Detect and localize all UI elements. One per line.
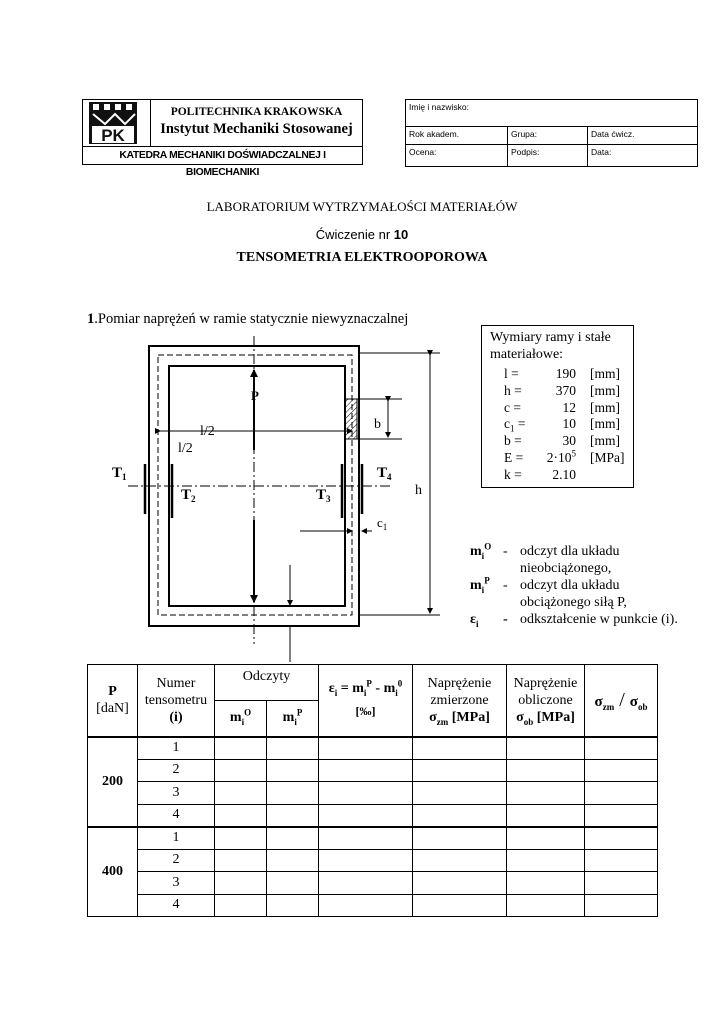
header-measured-stress: Naprężenie zmierzone $\sigma_{zm}$ [MPa] bbox=[413, 665, 507, 737]
strain-cell[interactable] bbox=[319, 872, 413, 895]
header-mp: $m_i^P$ bbox=[267, 701, 319, 737]
measured-stress-cell[interactable] bbox=[413, 872, 507, 895]
mp-cell[interactable] bbox=[267, 804, 319, 827]
section-number: 1 bbox=[87, 311, 95, 327]
measured-stress-cell[interactable] bbox=[413, 782, 507, 805]
label-P: P bbox=[251, 388, 259, 403]
table-header-row-1 bbox=[88, 665, 658, 701]
legend-mp-dash: - bbox=[503, 578, 508, 593]
calculated-stress-cell[interactable] bbox=[507, 894, 585, 917]
constant-unit: [mm] bbox=[590, 399, 620, 415]
table-row bbox=[88, 782, 658, 805]
constants-box bbox=[481, 325, 634, 488]
constant-symbol: E = bbox=[504, 450, 524, 465]
constants-heading-1: Wymiary ramy i stałe bbox=[490, 330, 611, 345]
table-row bbox=[88, 804, 658, 827]
ratio-cell[interactable] bbox=[585, 804, 658, 827]
strain-cell[interactable] bbox=[319, 759, 413, 782]
label-T4 bbox=[377, 465, 392, 482]
label-b: b bbox=[374, 417, 381, 432]
topic-title: TENSOMETRIA ELEKTROOPOROWA bbox=[236, 250, 488, 265]
mp-cell[interactable] bbox=[267, 737, 319, 760]
label-c1-main: c bbox=[377, 515, 383, 530]
legend-eps-symbol: $\varepsilon_i$ bbox=[470, 612, 479, 629]
constant-symbol: h = bbox=[504, 382, 522, 398]
header-load: P [daN] bbox=[88, 665, 138, 737]
label-T3-sub: 3 bbox=[326, 494, 331, 504]
calculated-stress-cell[interactable] bbox=[507, 759, 585, 782]
legend-mp-symbol: $m_i^P$ bbox=[470, 575, 490, 595]
constant-symbol: b = bbox=[504, 433, 522, 449]
mp-cell[interactable] bbox=[267, 782, 319, 805]
header-ratio: $\sigma_{zm} / \sigma_{ob}$ bbox=[585, 665, 658, 737]
legend-mp bbox=[470, 577, 710, 594]
legend-eps-dash: - bbox=[503, 612, 508, 627]
legend-eps bbox=[470, 611, 710, 628]
label-half-l-bottom: l/2 bbox=[178, 441, 193, 456]
ratio-cell[interactable] bbox=[585, 782, 658, 805]
strain-cell[interactable] bbox=[319, 782, 413, 805]
legend-mp-line2: obciążonego siłą P, bbox=[520, 595, 627, 610]
legend-m0-line2: nieobciążonego, bbox=[520, 561, 612, 576]
ratio-cell[interactable] bbox=[585, 872, 658, 895]
header-readings: Odczyty bbox=[215, 665, 319, 701]
academic-year-label: Rok akadem. bbox=[409, 129, 460, 139]
gauge-number-cell: 4 bbox=[138, 804, 215, 827]
gauge-number-cell: 3 bbox=[138, 872, 215, 895]
header-strain: $\varepsilon_i = m_i^P - m_i^0$ [‰] bbox=[319, 665, 413, 737]
gauge-number-cell: 3 bbox=[138, 782, 215, 805]
mp-cell[interactable] bbox=[267, 759, 319, 782]
strain-cell[interactable] bbox=[319, 827, 413, 850]
date-label: Data: bbox=[591, 147, 612, 157]
hatched-support bbox=[345, 399, 357, 439]
strain-cell[interactable] bbox=[319, 804, 413, 827]
label-h: h bbox=[415, 483, 422, 498]
constant-value: 370 bbox=[555, 382, 576, 398]
constant-value: 2.10 bbox=[552, 466, 576, 482]
gauge-number-cell: 1 bbox=[138, 737, 215, 760]
constant-unit: [mm] bbox=[590, 382, 620, 398]
label-half-l-top: l/2 bbox=[200, 424, 215, 439]
calculated-stress-cell[interactable] bbox=[507, 827, 585, 850]
constant-value: 190 bbox=[555, 366, 576, 381]
table-row bbox=[88, 737, 658, 760]
header-gauge-number: Numer tensometru (i) bbox=[138, 665, 215, 737]
constant-symbol: l = bbox=[504, 366, 519, 381]
label-T1 bbox=[112, 465, 127, 482]
mp-cell[interactable] bbox=[267, 827, 319, 850]
legend-m0-symbol: $m_i^O$ bbox=[470, 541, 492, 561]
constant-value: 12 bbox=[562, 399, 576, 415]
m0-cell[interactable] bbox=[215, 737, 267, 760]
calculated-stress-cell[interactable] bbox=[507, 849, 585, 872]
table-row bbox=[88, 849, 658, 872]
label-T1-sub: 1 bbox=[122, 472, 127, 482]
group-label: Grupa: bbox=[511, 129, 537, 139]
m0-cell[interactable] bbox=[215, 872, 267, 895]
m0-cell[interactable] bbox=[215, 827, 267, 850]
table-row bbox=[88, 827, 658, 850]
constant-symbol: c = bbox=[504, 399, 521, 415]
measured-stress-cell[interactable] bbox=[413, 759, 507, 782]
calculated-stress-cell[interactable] bbox=[507, 737, 585, 760]
exercise-label: Ćwiczenie nr bbox=[315, 227, 391, 242]
ratio-cell[interactable] bbox=[585, 827, 658, 850]
legend-m0-dash: - bbox=[503, 544, 508, 559]
constant-unit: [mm] bbox=[590, 416, 620, 432]
table-row bbox=[88, 894, 658, 917]
name-label: Imię i nazwisko: bbox=[409, 102, 469, 112]
exercise-date-label: Data ćwicz. bbox=[591, 129, 635, 139]
header-m0: $m_i^O$ bbox=[215, 701, 267, 737]
legend-m0 bbox=[470, 543, 710, 560]
measured-stress-cell[interactable] bbox=[413, 894, 507, 917]
m0-cell[interactable] bbox=[215, 804, 267, 827]
measured-stress-cell[interactable] bbox=[413, 737, 507, 760]
mp-cell[interactable] bbox=[267, 894, 319, 917]
constant-symbol: k = bbox=[504, 466, 522, 482]
lab-title: LABORATORIUM WYTRZYMAŁOŚCI MATERIAŁÓW bbox=[206, 199, 518, 214]
strain-cell[interactable] bbox=[319, 849, 413, 872]
m0-cell[interactable] bbox=[215, 849, 267, 872]
label-T2 bbox=[181, 487, 196, 504]
ratio-cell[interactable] bbox=[585, 849, 658, 872]
legend-eps-line: odkształcenie w punkcie (i). bbox=[520, 612, 678, 627]
strain-cell[interactable] bbox=[319, 737, 413, 760]
section-text: .Pomiar naprężeń w ramie statycznie niewyznaczalnej bbox=[94, 311, 409, 327]
constant-value: $2\cdot 10^5$ bbox=[546, 448, 576, 465]
table-body bbox=[88, 737, 658, 917]
label-T4-main: T bbox=[377, 465, 388, 481]
measured-stress-cell[interactable] bbox=[413, 849, 507, 872]
label-T4-sub: 4 bbox=[387, 472, 392, 482]
table-row bbox=[88, 872, 658, 895]
label-T3 bbox=[316, 487, 331, 504]
label-T3-main: T bbox=[316, 487, 327, 503]
grade-label: Ocena: bbox=[409, 147, 437, 157]
constant-value: 10 bbox=[562, 416, 576, 432]
m0-cell[interactable] bbox=[215, 782, 267, 805]
department-name: KATEDRA MECHANIKI DOŚWIADCZALNEJ I BIOMECHANIKI bbox=[83, 146, 362, 164]
gauge-number-cell: 1 bbox=[138, 827, 215, 850]
legend-m0-cont bbox=[470, 560, 710, 577]
gauge-number-cell: 4 bbox=[138, 894, 215, 917]
measured-stress-cell[interactable] bbox=[413, 827, 507, 850]
m0-cell[interactable] bbox=[215, 894, 267, 917]
mp-cell[interactable] bbox=[267, 849, 319, 872]
ratio-cell[interactable] bbox=[585, 737, 658, 760]
institute-name: Instytut Mechaniki Stosowanej bbox=[160, 121, 353, 137]
label-T1-main: T bbox=[112, 465, 123, 481]
constant-symbol: $c_1$ = bbox=[504, 416, 526, 435]
gauge-number-cell: 2 bbox=[138, 759, 215, 782]
logo-letters: PK bbox=[101, 126, 125, 145]
legend-m0-line1: odczyt dla układu bbox=[520, 544, 620, 559]
legend-mp-cont bbox=[470, 594, 710, 611]
strain-cell[interactable] bbox=[319, 894, 413, 917]
load-cell: 400 bbox=[88, 827, 138, 917]
label-c1 bbox=[377, 515, 387, 532]
measured-stress-cell[interactable] bbox=[413, 804, 507, 827]
mp-cell[interactable] bbox=[267, 872, 319, 895]
label-T2-sub: 2 bbox=[191, 494, 196, 504]
constant-unit: [MPa] bbox=[590, 450, 625, 465]
ratio-cell[interactable] bbox=[585, 894, 658, 917]
signature-label: Podpis: bbox=[511, 147, 540, 157]
ratio-cell[interactable] bbox=[585, 759, 658, 782]
legend bbox=[470, 543, 710, 628]
table-row bbox=[88, 759, 658, 782]
constant-unit: [mm] bbox=[590, 366, 620, 381]
label-c1-sub: 1 bbox=[382, 522, 388, 532]
constant-unit: [mm] bbox=[590, 433, 620, 449]
calculated-stress-cell[interactable] bbox=[507, 804, 585, 827]
m0-cell[interactable] bbox=[215, 759, 267, 782]
results-table bbox=[87, 664, 658, 917]
calculated-stress-cell[interactable] bbox=[507, 872, 585, 895]
calculated-stress-cell[interactable] bbox=[507, 782, 585, 805]
constants-heading-2: materiałowe: bbox=[490, 347, 564, 362]
gauge-number-cell: 2 bbox=[138, 849, 215, 872]
load-cell: 200 bbox=[88, 737, 138, 827]
constant-value: 30 bbox=[562, 433, 576, 449]
university-name: POLITECHNIKA KRAKOWSKA bbox=[170, 106, 343, 118]
legend-mp-line1: odczyt dla układu bbox=[520, 578, 620, 593]
exercise-number: 10 bbox=[393, 227, 409, 242]
label-T2-main: T bbox=[181, 487, 192, 503]
header-calculated-stress: Naprężenie obliczone $\sigma_{ob}$ [MPa] bbox=[507, 665, 585, 737]
